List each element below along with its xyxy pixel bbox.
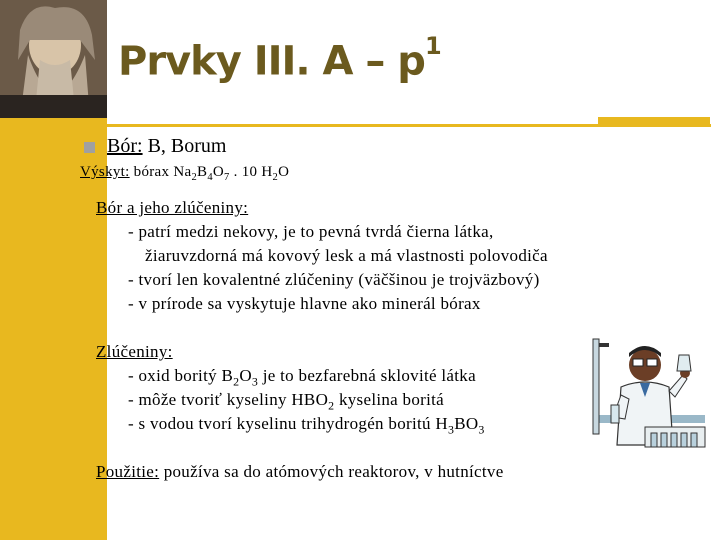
section2-line: - s vodou tvorí kyselinu trihydrogén boritú $H_3BO_3$ bbox=[128, 414, 485, 437]
occurrence-line: Výskyt: bórax $Na_2B_4O_7$ . 10 $H_2O$ bbox=[80, 164, 290, 183]
section1-heading: Bór a jeho zlúčeniny: bbox=[96, 198, 249, 217]
section1-line: - v prírode sa vyskytuje hlavne ako minerál bórax bbox=[128, 294, 481, 313]
scientist-clipart bbox=[585, 335, 713, 457]
section1-line: - patrí medzi nekovy, je to pevná tvrdá čierna látka, bbox=[128, 222, 494, 241]
element-heading: Bór: B, Borum bbox=[107, 135, 227, 157]
mendeleev-portrait bbox=[0, 0, 107, 118]
section1-line: - tvorí len kovalentné zlúčeniny (väčšinou je trojväzbový) bbox=[128, 270, 540, 289]
section2-line: - oxid boritý $B_2O_3$ je to bezfarebná sklovité látka bbox=[128, 366, 476, 389]
section2-heading: Zlúčeniny: bbox=[96, 342, 173, 361]
slide-title: Prvky III. A – $p^1$ bbox=[118, 32, 441, 85]
bullet-square bbox=[84, 142, 95, 153]
section1-line: žiaruvzdorná má kovový lesk a má vlastnosti polovodiča bbox=[145, 246, 548, 265]
section2-line: - môže tvoriť kyseliny $HBO_2$ kyselina boritá bbox=[128, 390, 445, 413]
usage-line: Použitie: používa sa do atómových reaktorov, v hutníctve bbox=[96, 462, 504, 481]
title-rule-accent bbox=[598, 117, 710, 125]
